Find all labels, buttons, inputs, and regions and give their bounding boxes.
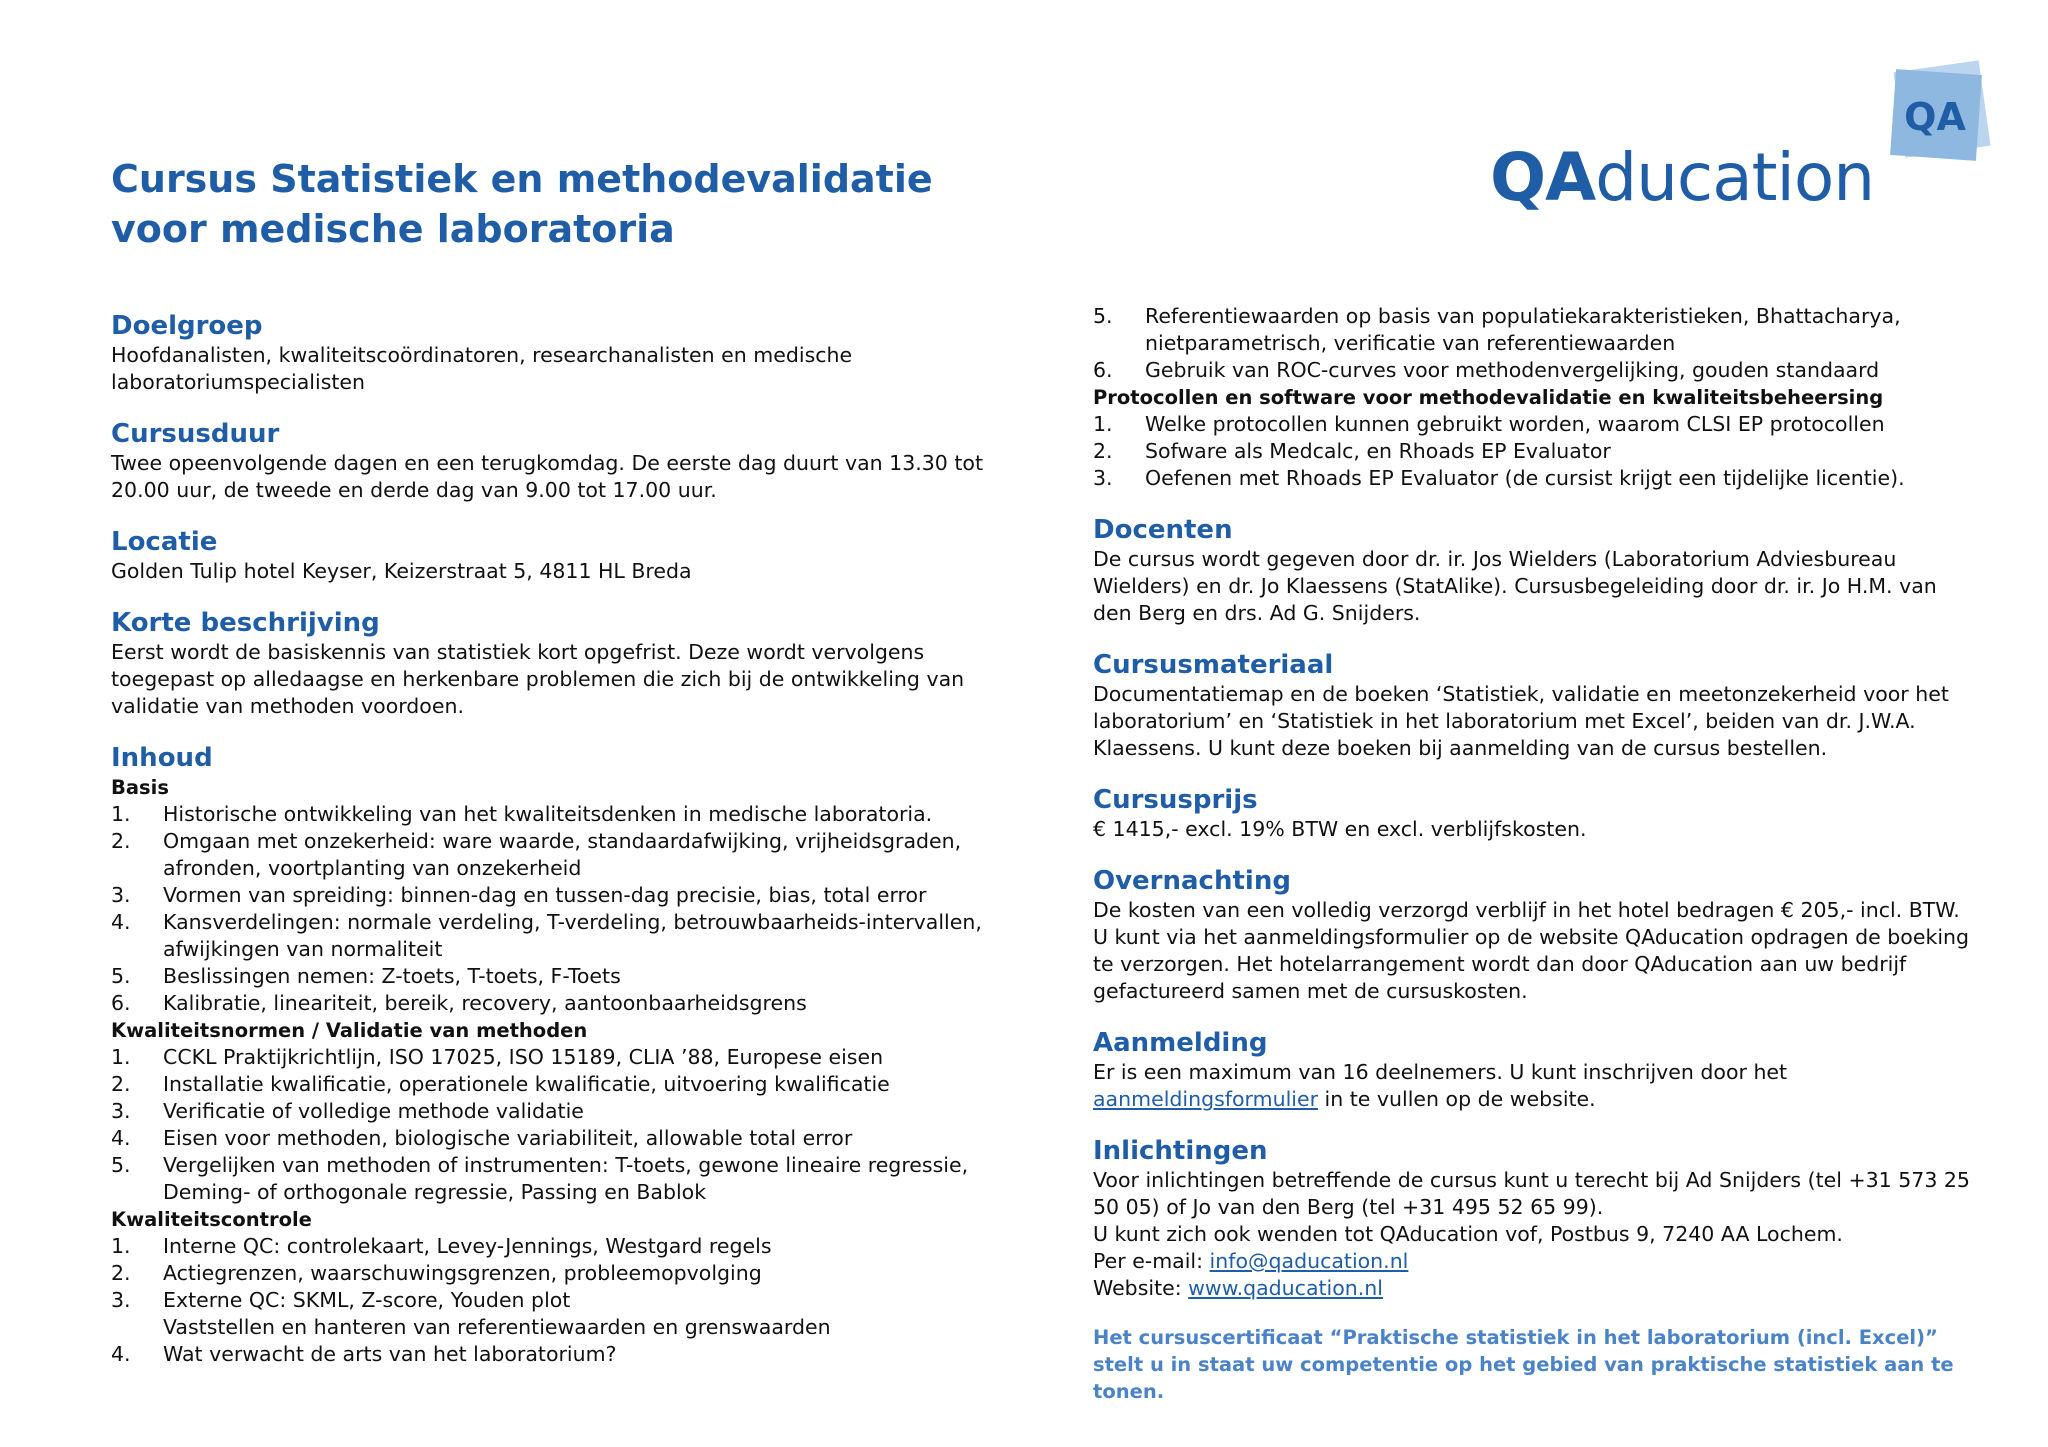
subheading-protocollen: Protocollen en software voor methodevalidatie en kwaliteitsbeheersing xyxy=(1093,386,1884,409)
list-protocollen xyxy=(1093,411,1973,492)
list-item-text: Verificatie of volledige methode validatie xyxy=(163,1099,584,1123)
list-item-text: Installatie kwalificatie, operationele kwalificatie, uitvoering kwalificatie xyxy=(163,1072,890,1096)
heading-cursusprijs: Cursusprijs xyxy=(1093,785,1258,815)
list-item-number: 2. xyxy=(111,829,131,853)
docenten-text: De cursus wordt gegeven door dr. ir. Jos Wielders (Laboratorium Adviesbureau Wielders) en dr. Jo Klaessens (StatAlike). Cursusbegeleiding door dr. ir. Jo H.M. van den Berg en drs. Ad G. Snijders. xyxy=(1093,547,1937,625)
inlichtingen-contact: Voor inlichtingen betreffende de cursus kunt u terecht bij Ad Snijders (tel +31 573 25 50 05) of Jo van den Berg (tel +31 495 52 65 99). xyxy=(1093,1168,1970,1219)
list-item xyxy=(111,1341,991,1368)
list-item-number: 3. xyxy=(111,1288,131,1312)
list-item-number: 2. xyxy=(111,1261,131,1285)
list-item xyxy=(1093,303,1973,357)
list-item-number: 1. xyxy=(111,802,131,826)
list-item xyxy=(111,828,991,882)
list-item-number: 3. xyxy=(111,883,131,907)
logo-wordmark: QAducation xyxy=(1490,139,1875,216)
left-column xyxy=(111,310,991,1368)
list-item-number: 2. xyxy=(111,1072,131,1096)
list-item-number: 6. xyxy=(1093,358,1113,382)
certificate-note: Het cursuscertificaat “Praktische statistiek in het laboratorium (incl. Excel)” stelt u in staat uw competentie op het gebied van praktische statistiek aan te tonen. xyxy=(1093,1326,1954,1403)
list-item-number: 4. xyxy=(111,1342,131,1366)
overnachting-text: De kosten van een volledig verzorgd verblijf in het hotel bedragen € 205,- incl. BTW. U kunt via het aanmeldingsformulier op de website QAducation opdragen de boeking te verzorgen. Het hotelarrangement wordt dan door QAducation aan uw bedrijf gefactureerd samen met de cursuskosten. xyxy=(1093,898,1970,1003)
list-item-text: Wat verwacht de arts van het laboratorium? xyxy=(163,1342,617,1366)
email-link[interactable]: info@qaducation.nl xyxy=(1209,1249,1409,1273)
list-item-text: Actiegrenzen, waarschuwingsgrenzen, probleemopvolging xyxy=(163,1261,762,1285)
list-item-number: 4. xyxy=(111,1126,131,1150)
list-item-text: Interne QC: controlekaart, Levey-Jennings, Westgard regels xyxy=(163,1234,772,1258)
list-item-text: Welke protocollen kunnen gebruikt worden, waarom CLSI EP protocollen xyxy=(1145,412,1885,436)
list-item xyxy=(111,1152,991,1206)
list-item-text: Gebruik van ROC-curves voor methodenvergelijking, gouden standaard xyxy=(1145,358,1880,382)
list-item xyxy=(1093,411,1973,438)
list-item xyxy=(111,801,991,828)
cursusprijs-text: € 1415,- excl. 19% BTW en excl. verblijfskosten. xyxy=(1093,817,1587,841)
list-item-text: Sofware als Medcalc, en Rhoads EP Evaluator xyxy=(1145,439,1611,463)
list-item xyxy=(1093,438,1973,465)
list-item-text: Vergelijken van methoden of instrumenten: T-toets, gewone lineaire regressie, Deming- of orthogonale regressie, Passing en Bablok xyxy=(163,1153,969,1204)
list-item-number: 5. xyxy=(1093,304,1113,328)
doelgroep-text: Hoofdanalisten, kwaliteitscoördinatoren, researchanalisten en medische laboratoriumspecialisten xyxy=(111,343,853,394)
heading-inlichtingen: Inlichtingen xyxy=(1093,1136,1268,1166)
cursusmateriaal-text: Documentatiemap en de boeken ‘Statistiek, validatie en meetonzekerheid voor het laboratorium’ en ‘Statistiek in het laboratorium met Excel’, beiden van dr. J.W.A. Klaessens. U kunt deze boeken bij aanmelding van de cursus bestellen. xyxy=(1093,682,1949,760)
list-item-text: Vormen van spreiding: binnen-dag en tussen-dag precisie, bias, total error xyxy=(163,883,927,907)
list-item xyxy=(111,1314,991,1341)
list-item-text: Referentiewaarden op basis van populatiekarakteristieken, Bhattacharya, nietparametrisch, verificatie van referentiewaarden xyxy=(1145,304,1901,355)
list-item-number: 6. xyxy=(111,991,131,1015)
list-item xyxy=(111,1287,991,1314)
list-item xyxy=(1093,465,1973,492)
subheading-kwaliteitsnormen: Kwaliteitsnormen / Validatie van methoden xyxy=(111,1019,588,1042)
cursusduur-text: Twee opeenvolgende dagen en een terugkomdag. De eerste dag duurt van 13.30 tot 20.00 uur, de tweede en derde dag van 9.00 tot 17.00 uur. xyxy=(111,451,983,502)
logo-square-icon xyxy=(1885,58,1995,168)
aanmelding-text: Er is een maximum van 16 deelnemers. U kunt inschrijven door het aanmeldingsformulier in te vullen op de website. xyxy=(1093,1060,1788,1111)
subheading-basis: Basis xyxy=(111,776,169,799)
list-item xyxy=(111,1233,991,1260)
list-item xyxy=(1093,357,1973,384)
list-item-number: 5. xyxy=(111,1153,131,1177)
list-item-text: CCKL Praktijkrichtlijn, ISO 17025, ISO 15189, CLIA ’88, Europese eisen xyxy=(163,1045,884,1069)
list-item xyxy=(111,1098,991,1125)
list-item-text: Vaststellen en hanteren van referentiewaarden en grenswaarden xyxy=(163,1315,831,1339)
list-item xyxy=(111,963,991,990)
list-item-number: 3. xyxy=(1093,466,1113,490)
inlichtingen-email: Per e-mail: info@qaducation.nl xyxy=(1093,1249,1409,1273)
heading-korte-beschrijving: Korte beschrijving xyxy=(111,608,380,638)
page-title: Cursus Statistiek en methodevalidatie voor medische laboratoria xyxy=(111,157,933,251)
list-item-text: Externe QC: SKML, Z-score, Youden plot xyxy=(163,1288,571,1312)
heading-doelgroep: Doelgroep xyxy=(111,311,263,341)
list-item-number: 4. xyxy=(111,910,131,934)
list-item xyxy=(111,882,991,909)
right-column xyxy=(1093,303,1973,1405)
heading-docenten: Docenten xyxy=(1093,515,1233,545)
list-basis xyxy=(111,801,991,1017)
list-kwaliteitsnormen xyxy=(111,1044,991,1206)
list-item-text: Kansverdelingen: normale verdeling, T-verdeling, betrouwbaarheids-intervallen, afwijkingen van normaliteit xyxy=(163,910,982,961)
subheading-kwaliteitscontrole: Kwaliteitscontrole xyxy=(111,1208,312,1231)
list-item-number: 3. xyxy=(111,1099,131,1123)
locatie-text: Golden Tulip hotel Keyser, Keizerstraat 5, 4811 HL Breda xyxy=(111,559,692,583)
inlichtingen-address: U kunt zich ook wenden tot QAducation vof, Postbus 9, 7240 AA Lochem. xyxy=(1093,1222,1843,1246)
beschrijving-text: Eerst wordt de basiskennis van statistiek kort opgefrist. Deze wordt vervolgens toegepast op alledaagse en herkenbare problemen die zich bij de ontwikkeling van validatie van methoden voordoen. xyxy=(111,640,965,718)
list-item-text: Eisen voor methoden, biologische variabiliteit, allowable total error xyxy=(163,1126,853,1150)
list-item xyxy=(111,1260,991,1287)
list-item-text: Beslissingen nemen: Z-toets, T-toets, F-Toets xyxy=(163,964,621,988)
heading-overnachting: Overnachting xyxy=(1093,866,1291,896)
list-item xyxy=(111,1044,991,1071)
list-item-number: 1. xyxy=(111,1045,131,1069)
list-item xyxy=(111,1125,991,1152)
heading-cursusmateriaal: Cursusmateriaal xyxy=(1093,650,1334,680)
list-referentiewaarden xyxy=(1093,303,1973,384)
heading-locatie: Locatie xyxy=(111,527,218,557)
aanmeldingsformulier-link[interactable]: aanmeldingsformulier xyxy=(1093,1087,1319,1111)
website-link[interactable]: www.qaducation.nl xyxy=(1188,1276,1383,1300)
heading-inhoud: Inhoud xyxy=(111,743,213,773)
heading-cursusduur: Cursusduur xyxy=(111,419,280,449)
list-item-number: 1. xyxy=(111,1234,131,1258)
list-item-text: Kalibratie, lineariteit, bereik, recovery, aantoonbaarheidsgrens xyxy=(163,991,807,1015)
list-item-text: Oefenen met Rhoads EP Evaluator (de cursist krijgt een tijdelijke licentie). xyxy=(1145,466,1905,490)
list-item-number: 5. xyxy=(111,964,131,988)
list-item-text: Historische ontwikkeling van het kwaliteitsdenken in medische laboratoria. xyxy=(163,802,933,826)
svg-text:QA: QA xyxy=(1904,95,1966,139)
list-item xyxy=(111,1071,991,1098)
list-item-text: Omgaan met onzekerheid: ware waarde, standaardafwijking, vrijheidsgraden, afronden, voortplanting van onzekerheid xyxy=(163,829,962,880)
list-item-number: 1. xyxy=(1093,412,1113,436)
heading-aanmelding: Aanmelding xyxy=(1093,1028,1268,1058)
qaducation-logo xyxy=(1490,58,1990,216)
list-item-number: 2. xyxy=(1093,439,1113,463)
inlichtingen-website: Website: www.qaducation.nl xyxy=(1093,1276,1383,1300)
list-item xyxy=(111,909,991,963)
list-item xyxy=(111,990,991,1017)
list-kwaliteitscontrole xyxy=(111,1233,991,1368)
